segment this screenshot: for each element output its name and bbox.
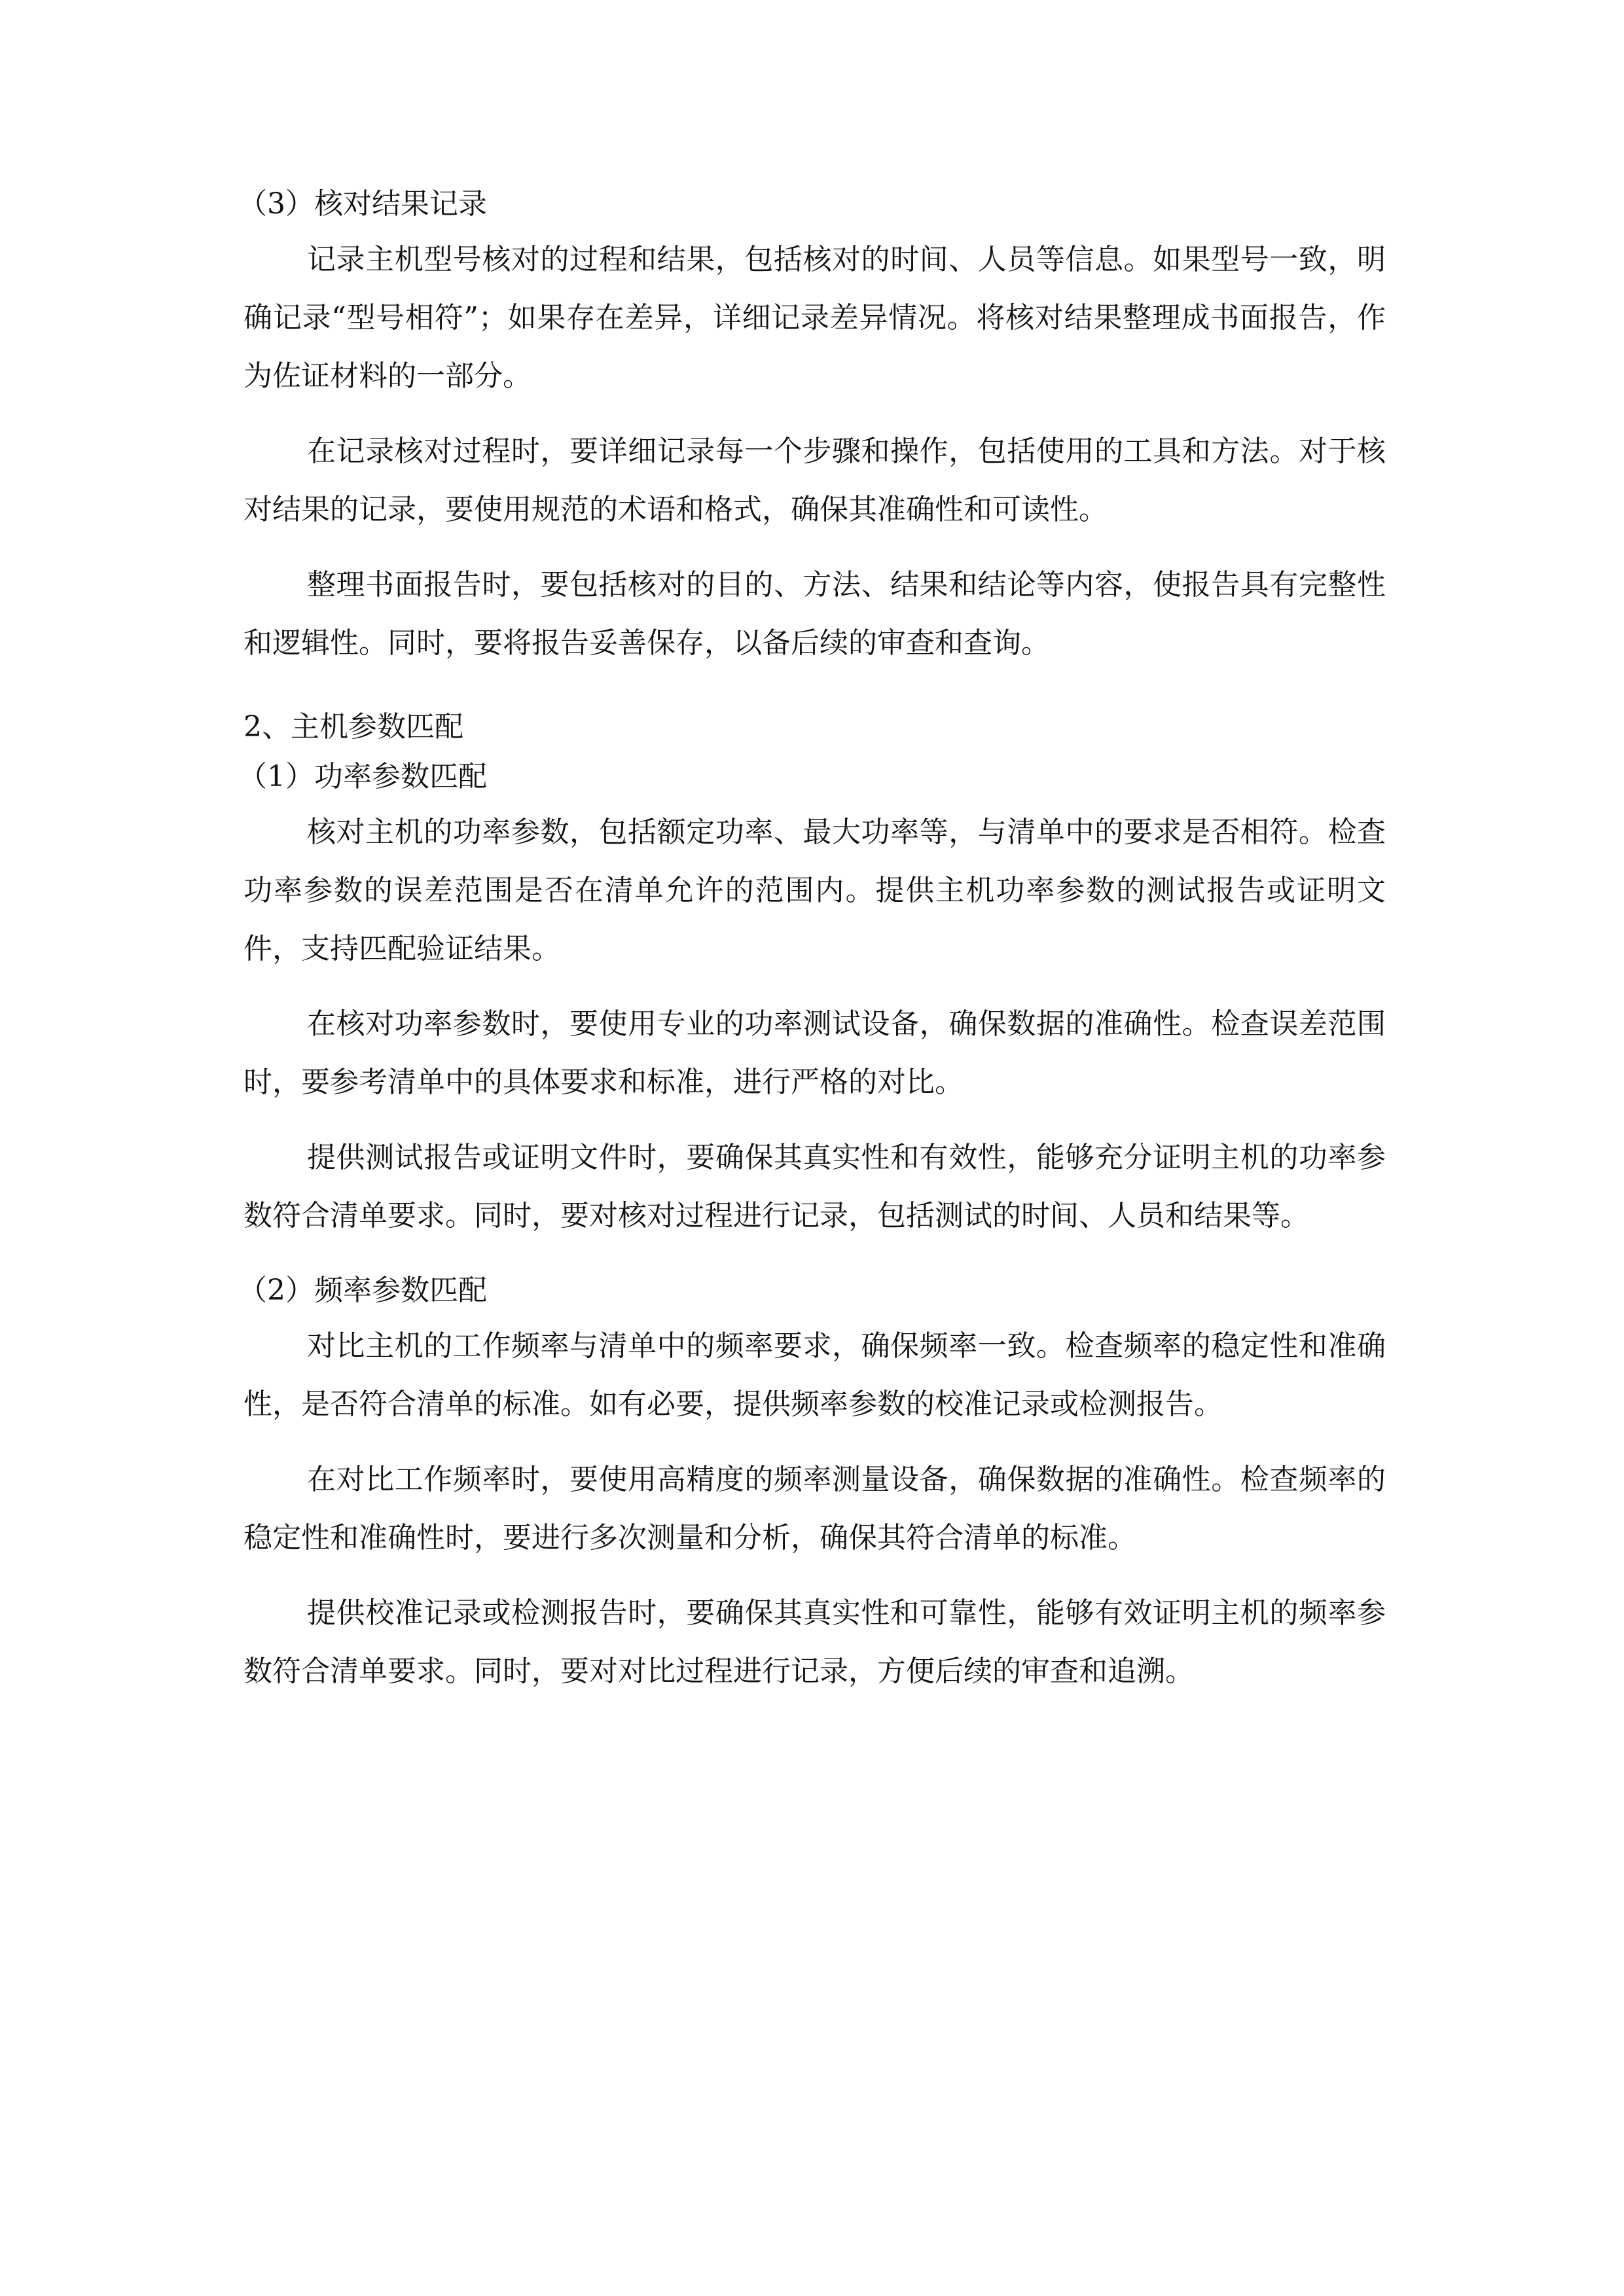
subheading-result-record: （3）核对结果记录: [238, 187, 487, 221]
subheading-power-matching: （1）功率参数匹配: [238, 760, 487, 793]
paragraph: 记录主机型号核对的过程和结果，包括核对的时间、人员等信息。如果型号一致，明确记录“型号相符”；如果存在差异，详细记录差异情况。将核对结果整理成书面报告，作为佐证材料的一部分。: [244, 243, 1386, 393]
paragraph: 在核对功率参数时，要使用专业的功率测试设备，确保数据的准确性。检查误差范围时，要参考清单中的具体要求和标准，进行严格的对比。: [244, 1007, 1386, 1099]
paragraph: 提供校准记录或检测报告时，要确保其真实性和可靠性，能够有效证明主机的频率参数符合清单要求。同时，要对对比过程进行记录，方便后续的审查和追溯。: [244, 1596, 1386, 1688]
paragraph: 提供测试报告或证明文件时，要确保其真实性和有效性，能够充分证明主机的功率参数符合清单要求。同时，要对核对过程进行记录，包括测试的时间、人员和结果等。: [244, 1141, 1386, 1232]
paragraph: 在记录核对过程时，要详细记录每一个步骤和操作，包括使用的工具和方法。对于核对结果的记录，要使用规范的术语和格式，确保其准确性和可读性。: [244, 435, 1386, 526]
document-body: [238, 185, 1386, 1717]
paragraph: 整理书面报告时，要包括核对的目的、方法、结果和结论等内容，使报告具有完整性和逻辑性。同时，要将报告妥善保存，以备后续的审查和查询。: [244, 568, 1386, 660]
paragraph: 核对主机的功率参数，包括额定功率、最大功率等，与清单中的要求是否相符。检查功率参数的误差范围是否在清单允许的范围内。提供主机功率参数的测试报告或证明文件，支持匹配验证结果。: [244, 816, 1386, 965]
section-heading-parameter-matching: 2、主机参数匹配: [244, 710, 463, 744]
subheading-frequency-matching: （2）频率参数匹配: [238, 1274, 487, 1307]
paragraph: 对比主机的工作频率与清单中的频率要求，确保频率一致。检查频率的稳定性和准确性，是否符合清单的标准。如有必要，提供频率参数的校准记录或检测报告。: [244, 1329, 1386, 1421]
paragraph: 在对比工作频率时，要使用高精度的频率测量设备，确保数据的准确性。检查频率的稳定性和准确性时，要进行多次测量和分析，确保其符合清单的标准。: [244, 1463, 1386, 1554]
